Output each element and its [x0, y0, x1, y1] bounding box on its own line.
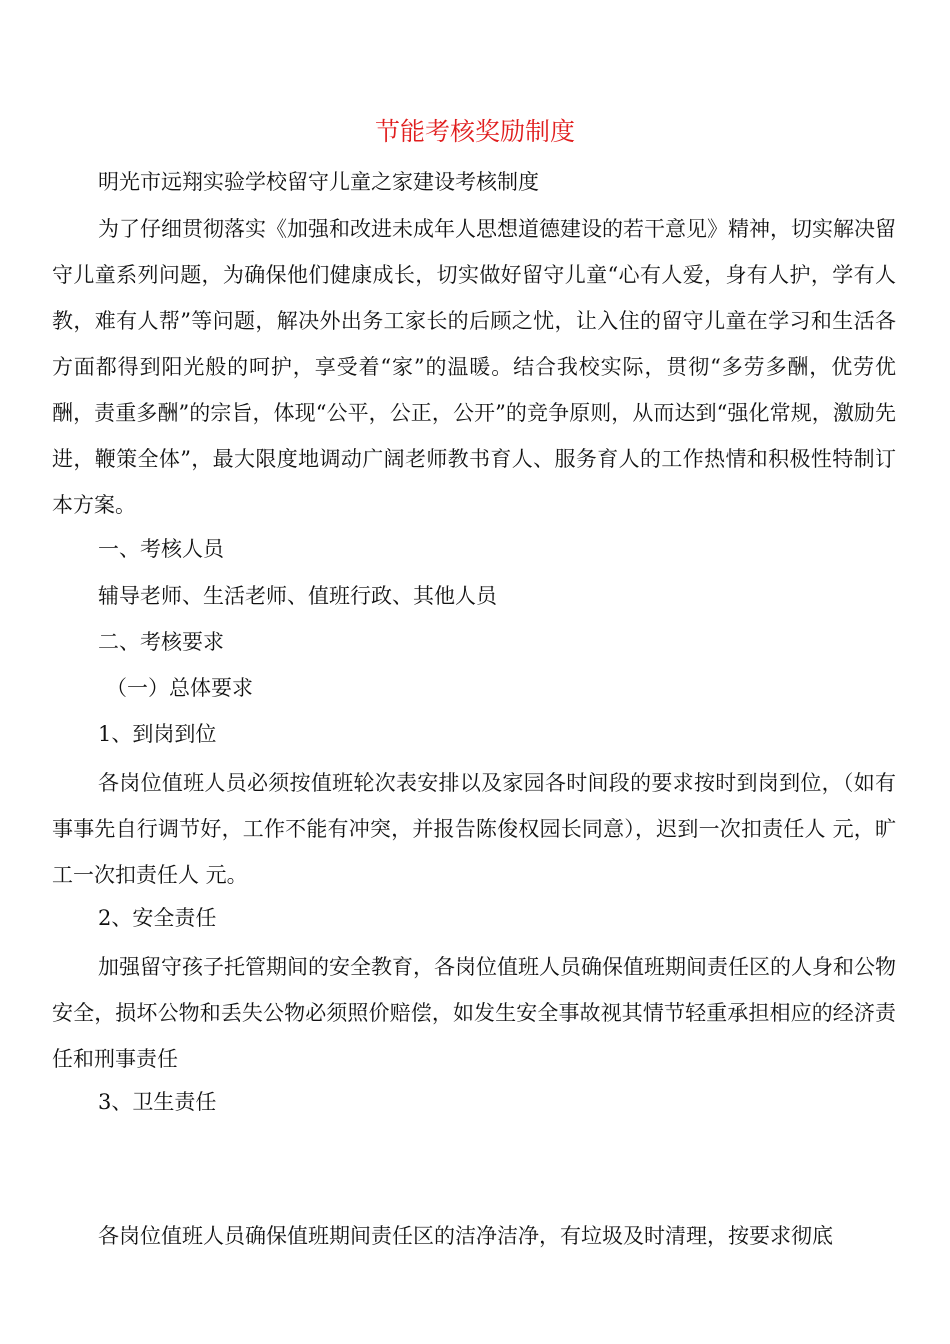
subsection-heading-general: （一）总体要求 — [106, 676, 253, 700]
item-body-safety: 加强留守孩子托管期间的安全教育，各岗位值班人员确保值班期间责任区的人身和公物安全，损坏公物和丢失公物必须照价赔偿，如发生安全事故视其情节轻重承担相应的经济责任和刑事责任 — [52, 955, 896, 1071]
intro-paragraph: 为了仔细贯彻落实《加强和改进未成年人思想道德建设的若干意见》精神，切实解决留守儿童系列问题，为确保他们健康成长，切实做好留守儿童“心有人爱，身有人护，学有人教，难有人帮”等问题，解决外出务工家长的后顾之忧，让入住的留守儿童在学习和生活各方面都得到阳光般的呵护，享受着“家”的温暖。结合我校实际，贯彻“多劳多酬，优劳优酬，责重多酬”的宗旨，体现“公平，公正，公开”的竞争原则，从而达到“强化常规，激励先进，鞭策全体”，最大限度地调动广阔老师教书育人、服务育人的工作热情和积极性特制订本方案。 — [52, 217, 896, 517]
item-heading-hygiene: 3、卫生责任 — [98, 1090, 217, 1114]
document-subtitle: 明光市远翔实验学校留守儿童之家建设考核制度 — [98, 170, 539, 194]
personnel-list: 辅导老师、生活老师、值班行政、其他人员 — [98, 584, 497, 608]
item-heading-attendance: 1、到岗到位 — [98, 722, 217, 746]
item-body-attendance: 各岗位值班人员必须按值班轮次表安排以及家园各时间段的要求按时到岗到位，（如有事事先自行调节好，工作不能有冲突，并报告陈俊权园长同意），迟到一次扣责任人 元，旷工一次扣责任人 元。 — [52, 771, 896, 887]
section-heading-requirements: 二、考核要求 — [98, 630, 224, 654]
section-heading-personnel: 一、考核人员 — [98, 537, 224, 561]
item-heading-safety: 2、安全责任 — [98, 906, 217, 930]
document-title: 节能考核奖励制度 — [374, 117, 575, 146]
item-body-hygiene: 各岗位值班人员确保值班期间责任区的洁净洁净，有垃圾及时清理，按要求彻底 — [98, 1224, 833, 1248]
